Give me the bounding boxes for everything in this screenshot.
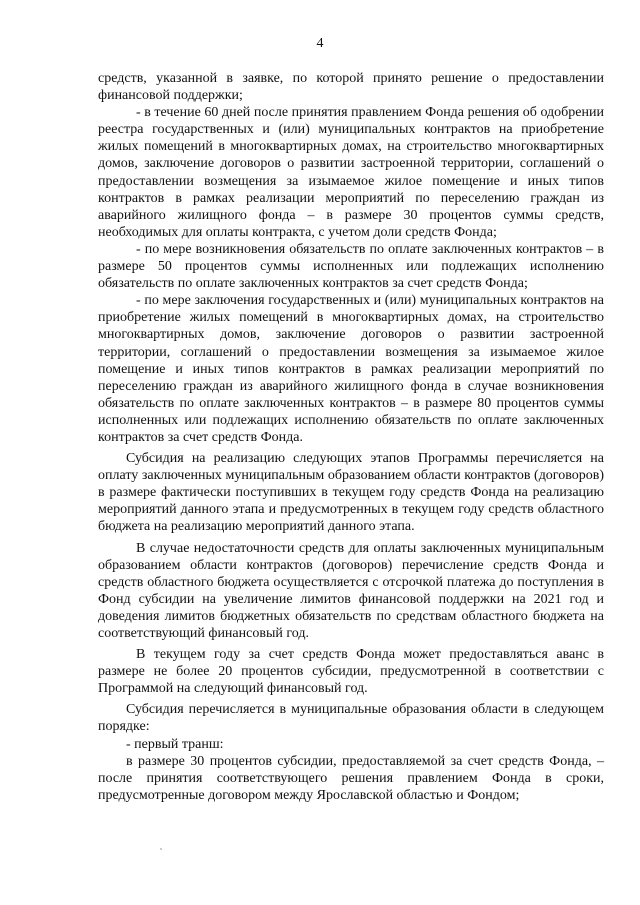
list-item-contracts-80: - по мере заключения государственных и (или) муниципальных контрактов на приобретение жилых помещений в многоквартирных домах, на строительство многоквартирных домов, заключение договоров о развитии застроенной территории, соглашений о предоставлении возмещения за изымаемое жилое помещение и иных типов контрактов в рамках реализации мероприятий по переселению граждан из аварийного жилищного фонда в случае возникновения обязательств по оплате заключенных контрактов – в размере 80 процентов суммы исполненных или подлежащих исполнению обязательств по оплате заключенных контрактов за счет средств Фонда. xyxy=(98,293,604,445)
paragraph-transfer-order: Субсидия перечисляется в муниципальные образования области в следующем порядке: xyxy=(98,702,604,735)
document-body xyxy=(98,70,604,804)
list-item-60-days: - в течение 60 дней после принятия правлением Фонда решения об одобрении реестра государственных и (или) муниципальных контрактов на приобретение жилых помещений в многоквартирных домах, на строительство многоквартирных домов, заключение договоров о развитии застроенной территории, соглашений о предоставлении возмещения за изымаемое жилое помещение и иных типов контрактов в рамках реализации мероприятий по переселению граждан из аварийного жилищного фонда – в размере 30 процентов суммы средств, необходимых для оплаты контракта, с учетом доли средств Фонда; xyxy=(98,105,604,240)
list-item-first-tranche: - первый транш: xyxy=(126,736,224,752)
paragraph-next-stages: Субсидия на реализацию следующих этапов Программы перечисляется на оплату заключенных муниципальным образованием области контрактов (договоров) в размере фактически поступивших в текущем году средств Фонда на реализацию мероприятий данного этапа и предусмотренных в текущем году средств областного бюджета на реализацию мероприятий данного этапа. xyxy=(98,451,604,535)
page-number: 4 xyxy=(316,36,324,51)
paragraph-30-percent: в размере 30 процентов субсидии, предоставляемой за счет средств Фонда, – после принятия соответствующего решения правлением Фонда в сроки, предусмотренные договором между Ярославской областью и Фондом; xyxy=(98,753,604,803)
paragraph-insufficient-funds: В случае недостаточности средств для оплаты заключенных муниципальным образованием области контрактов (договоров) перечисление средств Фонда и средств областного бюджета осуществляется с отсрочкой платежа до поступления в Фонд субсидии на увеличение лимитов финансовой поддержки на 2021 год и доведения лимитов бюджетных обязательств по средствам областного бюджета на соответствующий финансовый год. xyxy=(98,540,604,641)
scan-artifact-dot xyxy=(160,848,162,850)
paragraph-continuation: средств, указанной в заявке, по которой принято решение о предоставлении финансовой поддержки; xyxy=(98,71,604,104)
list-item-obligations-50: - по мере возникновения обязательств по оплате заключенных контрактов – в размере 50 процентов суммы исполненных или подлежащих исполнению обязательств по оплате заключенных контрактов за счет средств Фонда; xyxy=(98,241,604,292)
paragraph-advance: В текущем году за счет средств Фонда может предоставляться аванс в размере не более 20 процентов субсидии, предусмотренной в соответствии с Программой на следующий финансовый год. xyxy=(98,647,604,697)
